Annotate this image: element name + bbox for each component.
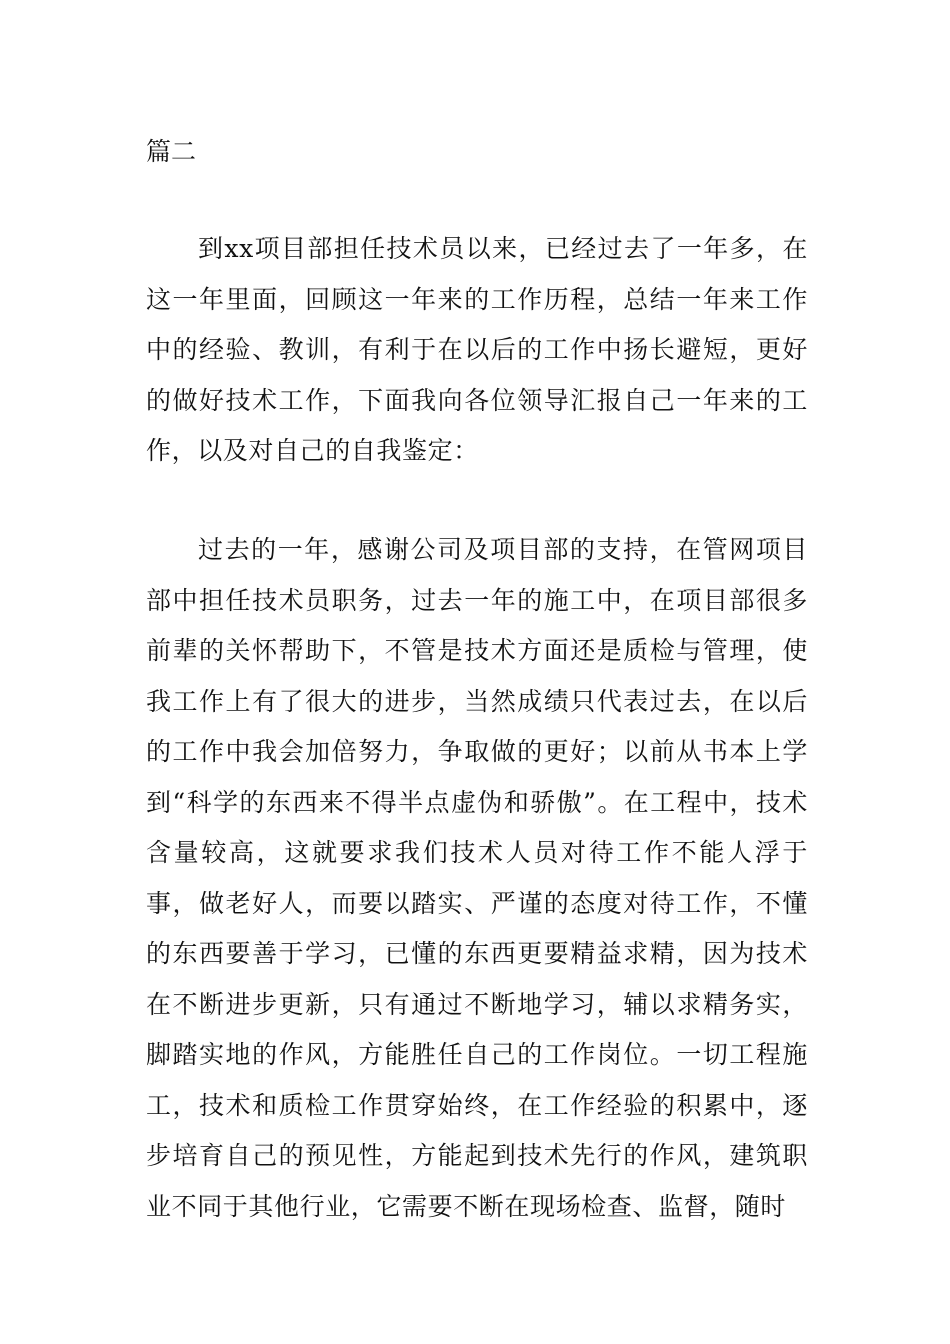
section-heading: 篇二 xyxy=(146,137,197,166)
paragraph-intro: 到xx项目部担任技术员以来，已经过去了一年多，在这一年里面，回顾这一年来的工作历程，总结一年来工作中的经验、教训，有利于在以后的工作中扬长避短，更好的做好技术工作，下面我向各位领导汇报自己一年来的工作，以及对自己的自我鉴定： xyxy=(146,234,808,465)
paragraph-body: 过去的一年，感谢公司及项目部的支持，在管网项目部中担任技术员职务，过去一年的施工中，在项目部很多前辈的关怀帮助下，不管是技术方面还是质检与管理，使我工作上有了很大的进步，当然成绩只代表过去，在以后的工作中我会加倍努力，争取做的更好；以前从书本上学到“科学的东西来不得半点虚伪和骄傲”。在工程中，技术含量较高，这就要求我们技术人员对待工作不能人浮于事，做老好人，而要以踏实、严谨的态度对待工作，不懂的东西要善于学习，已懂的东西更要精益求精，因为技术在不断进步更新，只有通过不断地学习，辅以求精务实，脚踏实地的作风，方能胜任自己的工作岗位。一切工程施工，技术和质检工作贯穿始终，在工作经验的积累中，逐步培育自己的预见性，方能起到技术先行的作风，建筑职业不同于其他行业，它需要不断在现场检查、监督，随时 xyxy=(146,535,808,1221)
